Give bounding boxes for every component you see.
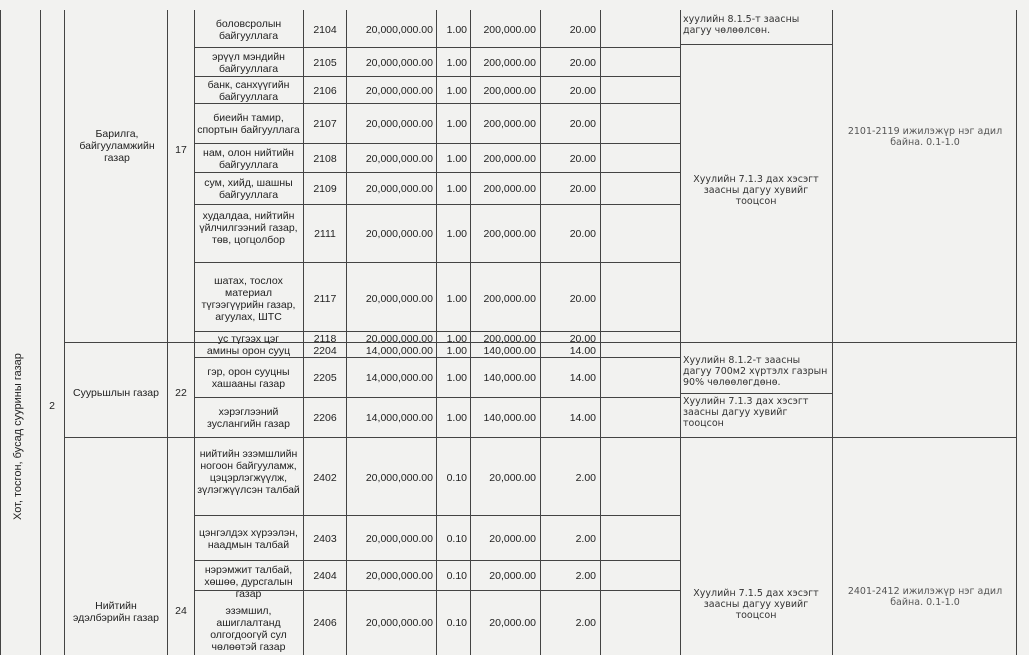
row-percent: 20.00 (569, 23, 596, 36)
row-coefficient: 1.00 (446, 372, 467, 384)
row-sep (194, 204, 680, 205)
row-amount: 200,000.00 (483, 84, 536, 97)
row-amount: 200,000.00 (483, 228, 536, 240)
row-code: 2104 (313, 23, 337, 36)
row-amount: 20,000.00 (489, 570, 536, 582)
note-percent-713-a: Хуулийн 7.1.3 дах хэсэгт заасны дагуу хувийг тооцсон (693, 174, 819, 207)
row-coefficient: 0.10 (446, 533, 467, 545)
note-percent-713-b: Хуулийн 7.1.3 дах хэсэгт заасны дагуу хувийг тооцсон (683, 396, 809, 429)
row-amount: 20,000.00 (489, 617, 536, 629)
table-left-border (0, 10, 1, 655)
row-coefficient: 1.00 (446, 292, 467, 305)
row-amount: 140,000.00 (483, 345, 536, 357)
column-divider-count (194, 10, 195, 655)
row-name: гэр, орон сууцны хашааны газар (207, 366, 290, 390)
row-code: 2109 (313, 183, 337, 195)
column-divider-group (167, 10, 168, 655)
note-percent-715: Хуулийн 7.1.5 дах хэсэгт заасны дагуу хувийг тооцсон (693, 588, 819, 621)
row-percent: 2.00 (575, 570, 596, 582)
group-count-public: 24 (175, 605, 187, 617)
row-sep (194, 143, 680, 144)
row-name: нийтийн эзэмшлийн ногоон байгууламж, цэцэрлэгжүүлж, зүлэгжүүлсэн талбай (197, 447, 300, 496)
row-base-value: 20,000,000.00 (365, 292, 433, 305)
row-amount: 140,000.00 (483, 372, 536, 384)
row-percent: 14.00 (569, 372, 596, 384)
row-code: 2403 (313, 533, 337, 545)
note-exemption-812: Хуулийн 8.1.2-т заасны дагуу 700м2 хүртэлх газрын 90% чөлөөлөгдөнө. (683, 355, 828, 388)
row-code: 2117 (313, 292, 337, 305)
row-code: 2205 (313, 372, 337, 384)
row-amount: 200,000.00 (483, 292, 536, 305)
row-percent: 20.00 (569, 228, 596, 240)
row-coefficient: 1.00 (446, 412, 467, 424)
row-name: банк, санхүүгийн байгууллага (207, 78, 290, 103)
row-amount: 20,000.00 (489, 471, 536, 484)
row-coefficient: 1.00 (446, 333, 467, 345)
row-sep (194, 76, 680, 77)
row-percent: 20.00 (569, 333, 596, 345)
row-sep (194, 357, 680, 358)
row-name: хэрэглээний зуслангийн газар (207, 406, 290, 430)
row-code: 2105 (313, 56, 337, 69)
group-separator-2 (64, 437, 1016, 438)
row-base-value: 20,000,000.00 (365, 471, 433, 484)
row-coefficient: 1.00 (446, 23, 467, 36)
row-name: ус түгээх цэг (217, 333, 280, 345)
row-coefficient: 1.00 (446, 56, 467, 69)
row-percent: 14.00 (569, 345, 596, 357)
row-sep (194, 103, 680, 104)
row-name: цэнгэлдэх хүрээлэн, наадмын талбай (199, 527, 298, 551)
row-coefficient: 1.00 (446, 183, 467, 195)
row-percent: 20.00 (569, 117, 596, 130)
row-percent: 20.00 (569, 292, 596, 305)
row-name: худалдаа, нийтийн үйлчилгээний газар, төв, цогцолбор (199, 210, 298, 246)
row-sep (194, 47, 680, 48)
row-name: боловсролын байгууллага (215, 17, 282, 42)
row-name: нам, олон нийтийн байгууллага (203, 147, 294, 171)
row-code: 2107 (313, 117, 337, 130)
row-base-value: 14,000,000.00 (365, 345, 433, 357)
row-base-value: 20,000,000.00 (365, 617, 433, 629)
note-sep (680, 393, 832, 394)
group-name-construction: Барилга, байгууламжийн газар (79, 128, 155, 164)
column-divider-region (40, 10, 41, 655)
row-amount: 200,000.00 (483, 56, 536, 69)
row-name: биеийн тамир, спортын байгууллага (197, 111, 300, 136)
note-exemption-815: хуулийн 8.1.5-т заасны дагуу чөлөөлсөн. (683, 14, 800, 36)
row-amount: 200,000.00 (483, 183, 536, 195)
row-base-value: 20,000,000.00 (365, 56, 433, 69)
row-name: амины орон сууц (206, 345, 291, 357)
row-base-value: 20,000,000.00 (365, 117, 433, 130)
row-amount: 200,000.00 (483, 153, 536, 165)
row-coefficient: 1.00 (446, 117, 467, 130)
column-divider-empty (680, 10, 681, 655)
row-code: 2111 (314, 228, 336, 240)
row-name: эзэмшил, ашиглалтанд олгогдоогүй сул чөлөөтэй газар (210, 605, 287, 653)
row-base-value: 20,000,000.00 (365, 228, 433, 240)
row-name: шатах, тослох материал түгээгүүрийн газар, агуулах, ШТС (201, 274, 296, 323)
row-code: 2404 (313, 570, 337, 582)
column-divider-pct (600, 10, 601, 655)
row-base-value: 20,000,000.00 (365, 533, 433, 545)
row-sep (194, 172, 680, 173)
row-code: 2108 (313, 153, 337, 165)
group-count-residential: 22 (175, 387, 187, 399)
row-coefficient: 1.00 (446, 153, 467, 165)
region-label: Хот, тосгон, бусад суурины газар (12, 353, 24, 520)
row-sep (194, 262, 680, 263)
row-code: 2204 (313, 345, 337, 357)
row-percent: 20.00 (569, 153, 596, 165)
row-percent: 2.00 (575, 617, 596, 629)
row-name: эрүүл мэндийн байгууллага (212, 50, 285, 75)
row-percent: 20.00 (569, 84, 596, 97)
row-coefficient: 1.00 (446, 84, 467, 97)
group-name-residential: Суурьшлын газар (73, 387, 159, 399)
row-coefficient: 0.10 (446, 570, 467, 582)
row-coefficient: 0.10 (446, 617, 467, 629)
group-note-public: 2401-2412 ижилэжүр нэг адил байна. 0.1-1.0 (847, 586, 1003, 608)
row-amount: 200,000.00 (483, 117, 536, 130)
row-percent: 20.00 (569, 183, 596, 195)
row-percent: 2.00 (575, 471, 596, 484)
column-divider-regionno (64, 10, 65, 655)
row-code: 2118 (313, 333, 337, 345)
row-percent: 2.00 (575, 533, 596, 545)
group-count-construction: 17 (175, 144, 187, 156)
row-code: 2402 (313, 471, 337, 484)
row-coefficient: 0.10 (446, 471, 467, 484)
row-name: сум, хийд, шашны байгууллага (204, 177, 293, 201)
row-base-value: 20,000,000.00 (365, 183, 433, 195)
row-sep (194, 397, 680, 398)
row-percent: 14.00 (569, 412, 596, 424)
row-base-value: 14,000,000.00 (365, 372, 433, 384)
row-base-value: 20,000,000.00 (365, 153, 433, 165)
row-amount: 200,000.00 (483, 23, 536, 36)
row-code: 2206 (313, 412, 337, 424)
row-base-value: 20,000,000.00 (365, 84, 433, 97)
row-amount: 200,000.00 (483, 333, 536, 345)
row-coefficient: 1.00 (446, 345, 467, 357)
row-base-value: 20,000,000.00 (365, 570, 433, 582)
region-number: 2 (49, 400, 55, 412)
row-base-value: 14,000,000.00 (365, 412, 433, 424)
row-base-value: 20,000,000.00 (365, 23, 433, 36)
column-divider-note (832, 10, 833, 655)
row-base-value: 20,000,000.00 (365, 333, 433, 345)
row-name: нэрэмжит талбай, хөшөө, дурсгалын газар (204, 564, 293, 600)
group-note-construction: 2101-2119 ижилэжүр нэг адил байна. 0.1-1.0 (847, 126, 1003, 148)
row-code: 2406 (313, 617, 337, 629)
row-percent: 20.00 (569, 56, 596, 69)
note-sep (680, 44, 832, 45)
row-coefficient: 1.00 (446, 228, 467, 240)
row-amount: 20,000.00 (489, 533, 536, 545)
row-sep (194, 515, 680, 516)
group-name-public: Нийтийн эдэлбэрийн газар (73, 600, 159, 624)
row-amount: 140,000.00 (483, 412, 536, 424)
table-right-border (1016, 10, 1017, 655)
row-sep (194, 560, 680, 561)
row-code: 2106 (313, 84, 337, 97)
row-sep (194, 331, 680, 332)
